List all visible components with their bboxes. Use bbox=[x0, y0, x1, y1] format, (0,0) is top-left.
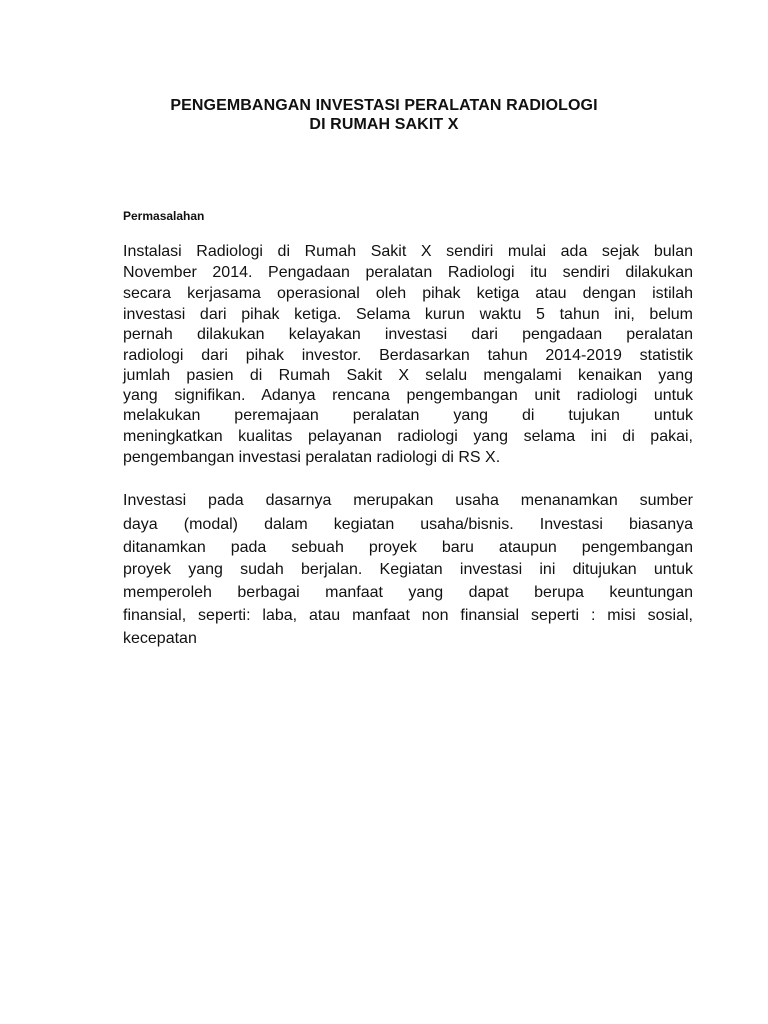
paragraph-line: November 2014. Pengadaan peralatan Radiologi itu sendiri dilakukan bbox=[123, 264, 693, 281]
paragraph-line: Instalasi Radiologi di Rumah Sakit X sendiri mulai ada sejak bulan bbox=[123, 243, 693, 260]
paragraph-line: Investasi pada dasarnya merupakan usaha menanamkan sumber bbox=[123, 492, 693, 509]
paragraph-line: yang signifikan. Adanya rencana pengembangan unit radiologi untuk bbox=[123, 387, 693, 404]
document-title-line-2: DI RUMAH SAKIT X bbox=[309, 116, 459, 133]
paragraph-line: daya (modal) dalam kegiatan usaha/bisnis. Investasi biasanya bbox=[123, 516, 693, 533]
paragraph-line: ditanamkan pada sebuah proyek baru ataupun pengembangan bbox=[123, 539, 693, 556]
paragraph-line: finansial, seperti: laba, atau manfaat non finansial seperti : misi sosial, bbox=[123, 607, 693, 624]
document-title-line-1: PENGEMBANGAN INVESTASI PERALATAN RADIOLOGI bbox=[170, 97, 598, 114]
paragraph-line: jumlah pasien di Rumah Sakit X selalu mengalami kenaikan yang bbox=[123, 367, 693, 384]
paragraph-line: proyek yang sudah berjalan. Kegiatan investasi ini ditujukan untuk bbox=[123, 561, 693, 578]
section-heading: Permasalahan bbox=[123, 209, 205, 223]
paragraph-line: investasi dari pihak ketiga. Selama kurun waktu 5 tahun ini, belum bbox=[123, 306, 693, 323]
paragraph-line: kecepatan bbox=[123, 630, 197, 647]
paragraph-line: meningkatkan kualitas pelayanan radiologi yang selama ini di pakai, bbox=[123, 428, 693, 445]
paragraph-line: pengembangan investasi peralatan radiologi di RS X. bbox=[123, 449, 501, 466]
paragraph-line: memperoleh berbagai manfaat yang dapat berupa keuntungan bbox=[123, 584, 693, 601]
paragraph-line: melakukan peremajaan peralatan yang di tujukan untuk bbox=[123, 407, 693, 424]
paragraph-line: pernah dilakukan kelayakan investasi dari pengadaan peralatan bbox=[123, 326, 693, 343]
paragraph-line: radiologi dari pihak investor. Berdasarkan tahun 2014-2019 statistik bbox=[123, 347, 693, 364]
paragraph-line: secara kerjasama operasional oleh pihak ketiga atau dengan istilah bbox=[123, 285, 693, 302]
